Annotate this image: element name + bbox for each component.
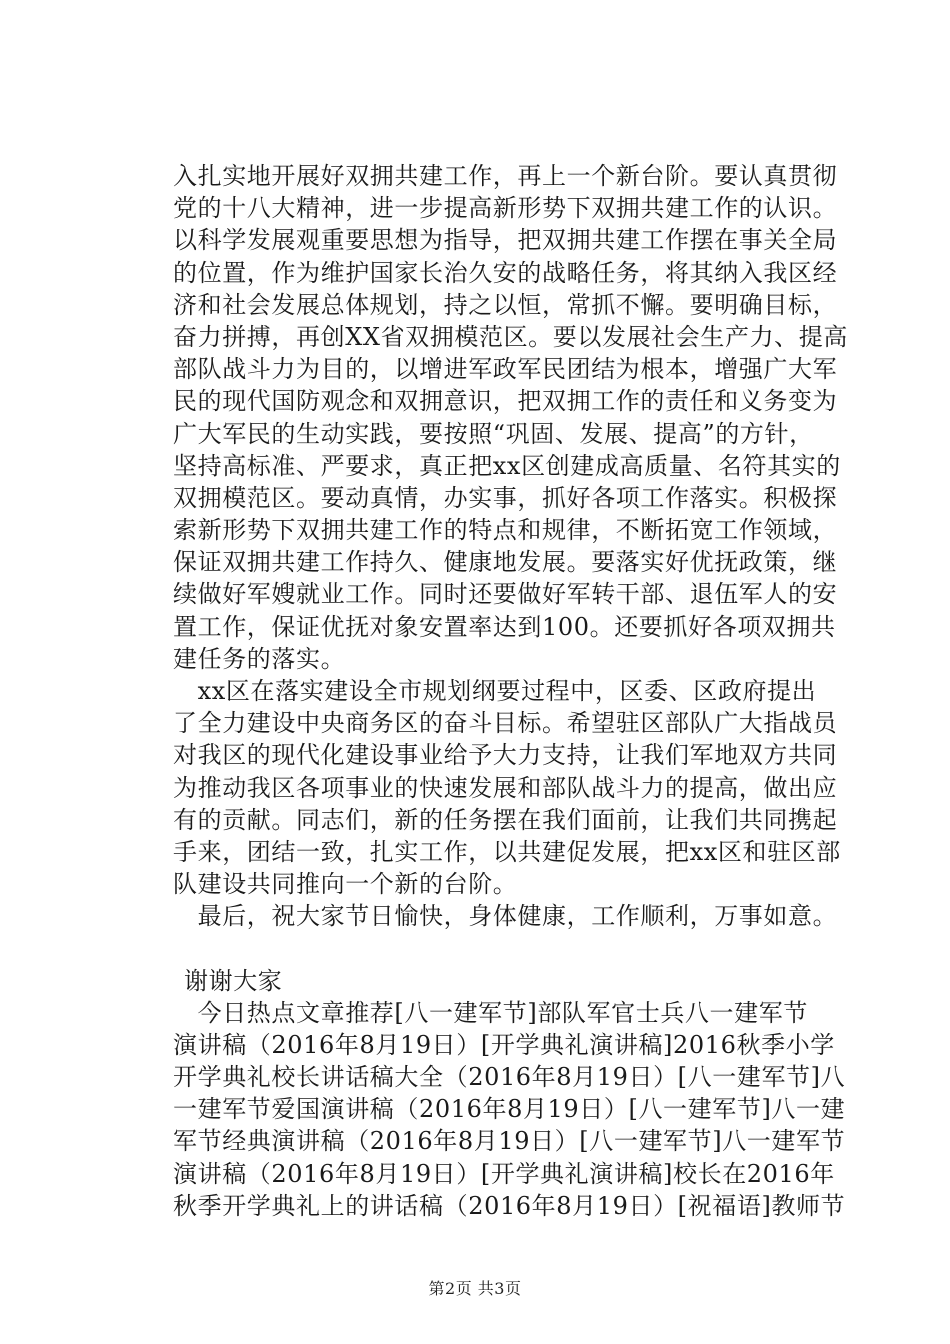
text-line: 开学典礼校长讲话稿大全（2016年8月19日）[八一建军节]八 [173,1063,846,1092]
text-line: 今日热点文章推荐[八一建军节]部队军官士兵八一建军节 [173,998,808,1027]
text-line: 军节经典演讲稿（2016年8月19日）[八一建军节]八一建军节 [173,1127,846,1156]
text-line: 索新形势下双拥共建工作的特点和规律，不断拓宽工作领域， [173,516,838,545]
text-line: 最后，祝大家节日愉快，身体健康，工作顺利，万事如意。 [173,902,838,931]
text-line: 了全力建设中央商务区的奋斗目标。希望驻区部队广大指战员 [173,709,838,738]
text-line: 双拥模范区。要动真情，办实事，抓好各项工作落实。积极探 [173,483,838,512]
text-line: 手来，团结一致，扎实工作，以共建促发展，把xx区和驻区部 [173,837,841,866]
text-line: xx区在落实建设全市规划纲要过程中，区委、区政府提出 [173,677,817,705]
text-line: 队建设共同推向一个新的台阶。 [173,870,518,899]
text-line: 党的十八大精神，进一步提高新形势下双拥共建工作的认识。 [173,194,838,223]
text-line: 为推动我区各项事业的快速发展和部队战斗力的提高，做出应 [173,773,838,802]
text-line: 保证双拥共建工作持久、健康地发展。要落实好优抚政策，继 [173,548,838,577]
text-line: 谢谢大家 [184,966,283,995]
text-line: 一建军节爱国演讲稿（2016年8月19日）[八一建军节]八一建 [173,1095,846,1124]
text-line: 入扎实地开展好双拥共建工作，再上一个新台阶。要认真贯彻 [173,162,838,190]
text-line: 演讲稿（2016年8月19日）[开学典礼演讲稿]校长在2016年 [173,1159,835,1188]
text-line: 广大军民的生动实践，要按照“巩固、发展、提高”的方针， [173,419,814,448]
text-line: 民的现代国防观念和双拥意识，把双拥工作的责任和义务变为 [173,387,838,416]
text-line: 部队战斗力为目的，以增进军政军民团结为根本，增强广大军 [173,355,838,384]
text-line: 的位置，作为维护国家长治久安的战略任务，将其纳入我区经 [173,258,838,287]
text-line: 以科学发展观重要思想为指导，把双拥共建工作摆在事关全局 [173,226,838,255]
text-line: 济和社会发展总体规划，持之以恒，常抓不懈。要明确目标， [173,290,838,319]
body-text [173,160,853,1222]
text-line: 置工作，保证优抚对象安置率达到100。还要抓好各项双拥共 [173,612,836,641]
text-line: 建任务的落实。 [173,644,346,673]
text-line: 坚持高标准、严要求，真正把xx区创建成高质量、名符其实的 [173,451,841,480]
text-line: 奋力拼搏，再创XX省双拥模范区。要以发展社会生产力、提高 [173,322,848,351]
text-line: 秋季开学典礼上的讲话稿（2016年8月19日）[祝福语]教师节 [173,1191,846,1220]
text-line: 演讲稿（2016年8月19日）[开学典礼演讲稿]2016秋季小学 [173,1030,835,1059]
text-line: 有的贡献。同志们，新的任务摆在我们面前，让我们共同携起 [173,805,838,834]
text-line: 续做好军嫂就业工作。同时还要做好军转干部、退伍军人的安 [173,580,838,609]
text-line: 对我区的现代化建设事业给予大力支持，让我们军地双方共同 [173,741,838,770]
page-footer: 第2页 共3页 [428,1279,522,1298]
blank-line [173,933,853,965]
